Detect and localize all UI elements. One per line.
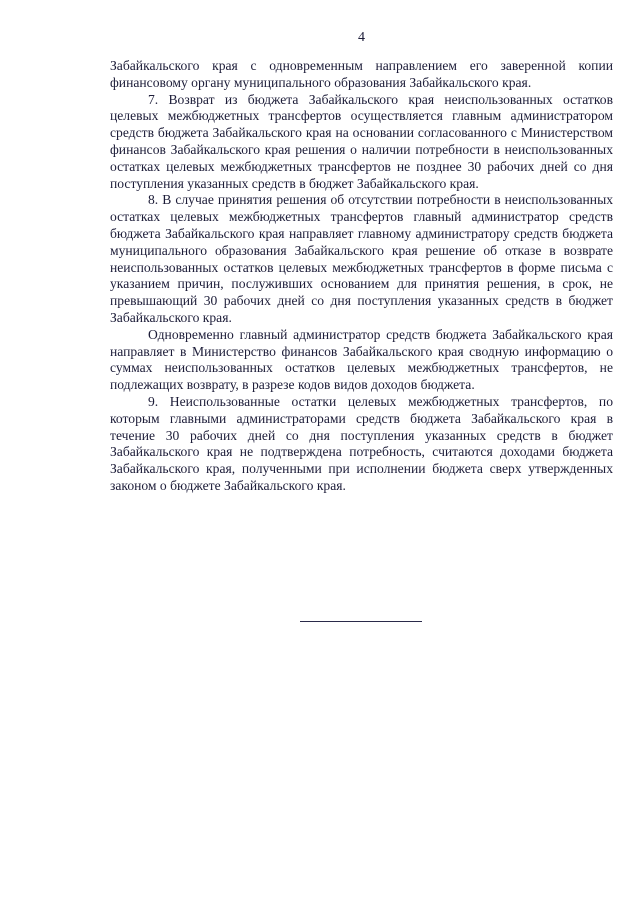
paragraph: 9. Неиспользованные остатки целевых межбюджетных трансфертов, по которым главными администраторами средств бюджета Забайкальского края в течение 30 рабочих дней со дня поступления указанных средств в бюджет Забайкальского края не подтверждена потребность, считаются доходами бюджета Забайкальского края, полученными при исполнении бюджета сверх утвержденных законом о бюджете Забайкальского края.	[110, 393, 613, 493]
paragraph: 8. В случае принятия решения об отсутствии потребности в неиспользованных остатках целевых межбюджетных трансфертов главный администратор средств бюджета Забайкальского края направляет главному администратору средств бюджета муниципального образования Забайкальского края решение об отказе в возврате неиспользованных остатков целевых межбюджетных трансфертов в форме письма с указанием причин, послуживших основанием для принятия решения, в срок, не превышающий 30 рабочих дней со дня поступления указанных средств в бюджет Забайкальского края.	[110, 192, 613, 325]
paragraph: 7. Возврат из бюджета Забайкальского края неиспользованных остатков целевых межбюджетных трансфертов осуществляется главным администратором средств бюджета Забайкальского края на основании согласованного с Министерством финансов Забайкальского края решения о наличии потребности в неиспользованных остатках целевых межбюджетных трансфертов не позднее 30 рабочих дней со дня поступления указанных средств в бюджет Забайкальского края.	[110, 91, 613, 191]
page-number: 4	[358, 30, 365, 45]
document-body	[110, 58, 613, 495]
section-separator-line	[300, 621, 422, 622]
paragraph: Забайкальского края с одновременным направлением его заверенной копии финансовому органу муниципального образования Забайкальского края.	[110, 58, 613, 90]
paragraph: Одновременно главный администратор средств бюджета Забайкальского края направляет в Министерство финансов Забайкальского края сводную информацию о суммах неиспользованных остатков целевых межбюджетных трансфертов, не подлежащих возврату, в разрезе кодов видов доходов бюджета.	[110, 326, 613, 393]
